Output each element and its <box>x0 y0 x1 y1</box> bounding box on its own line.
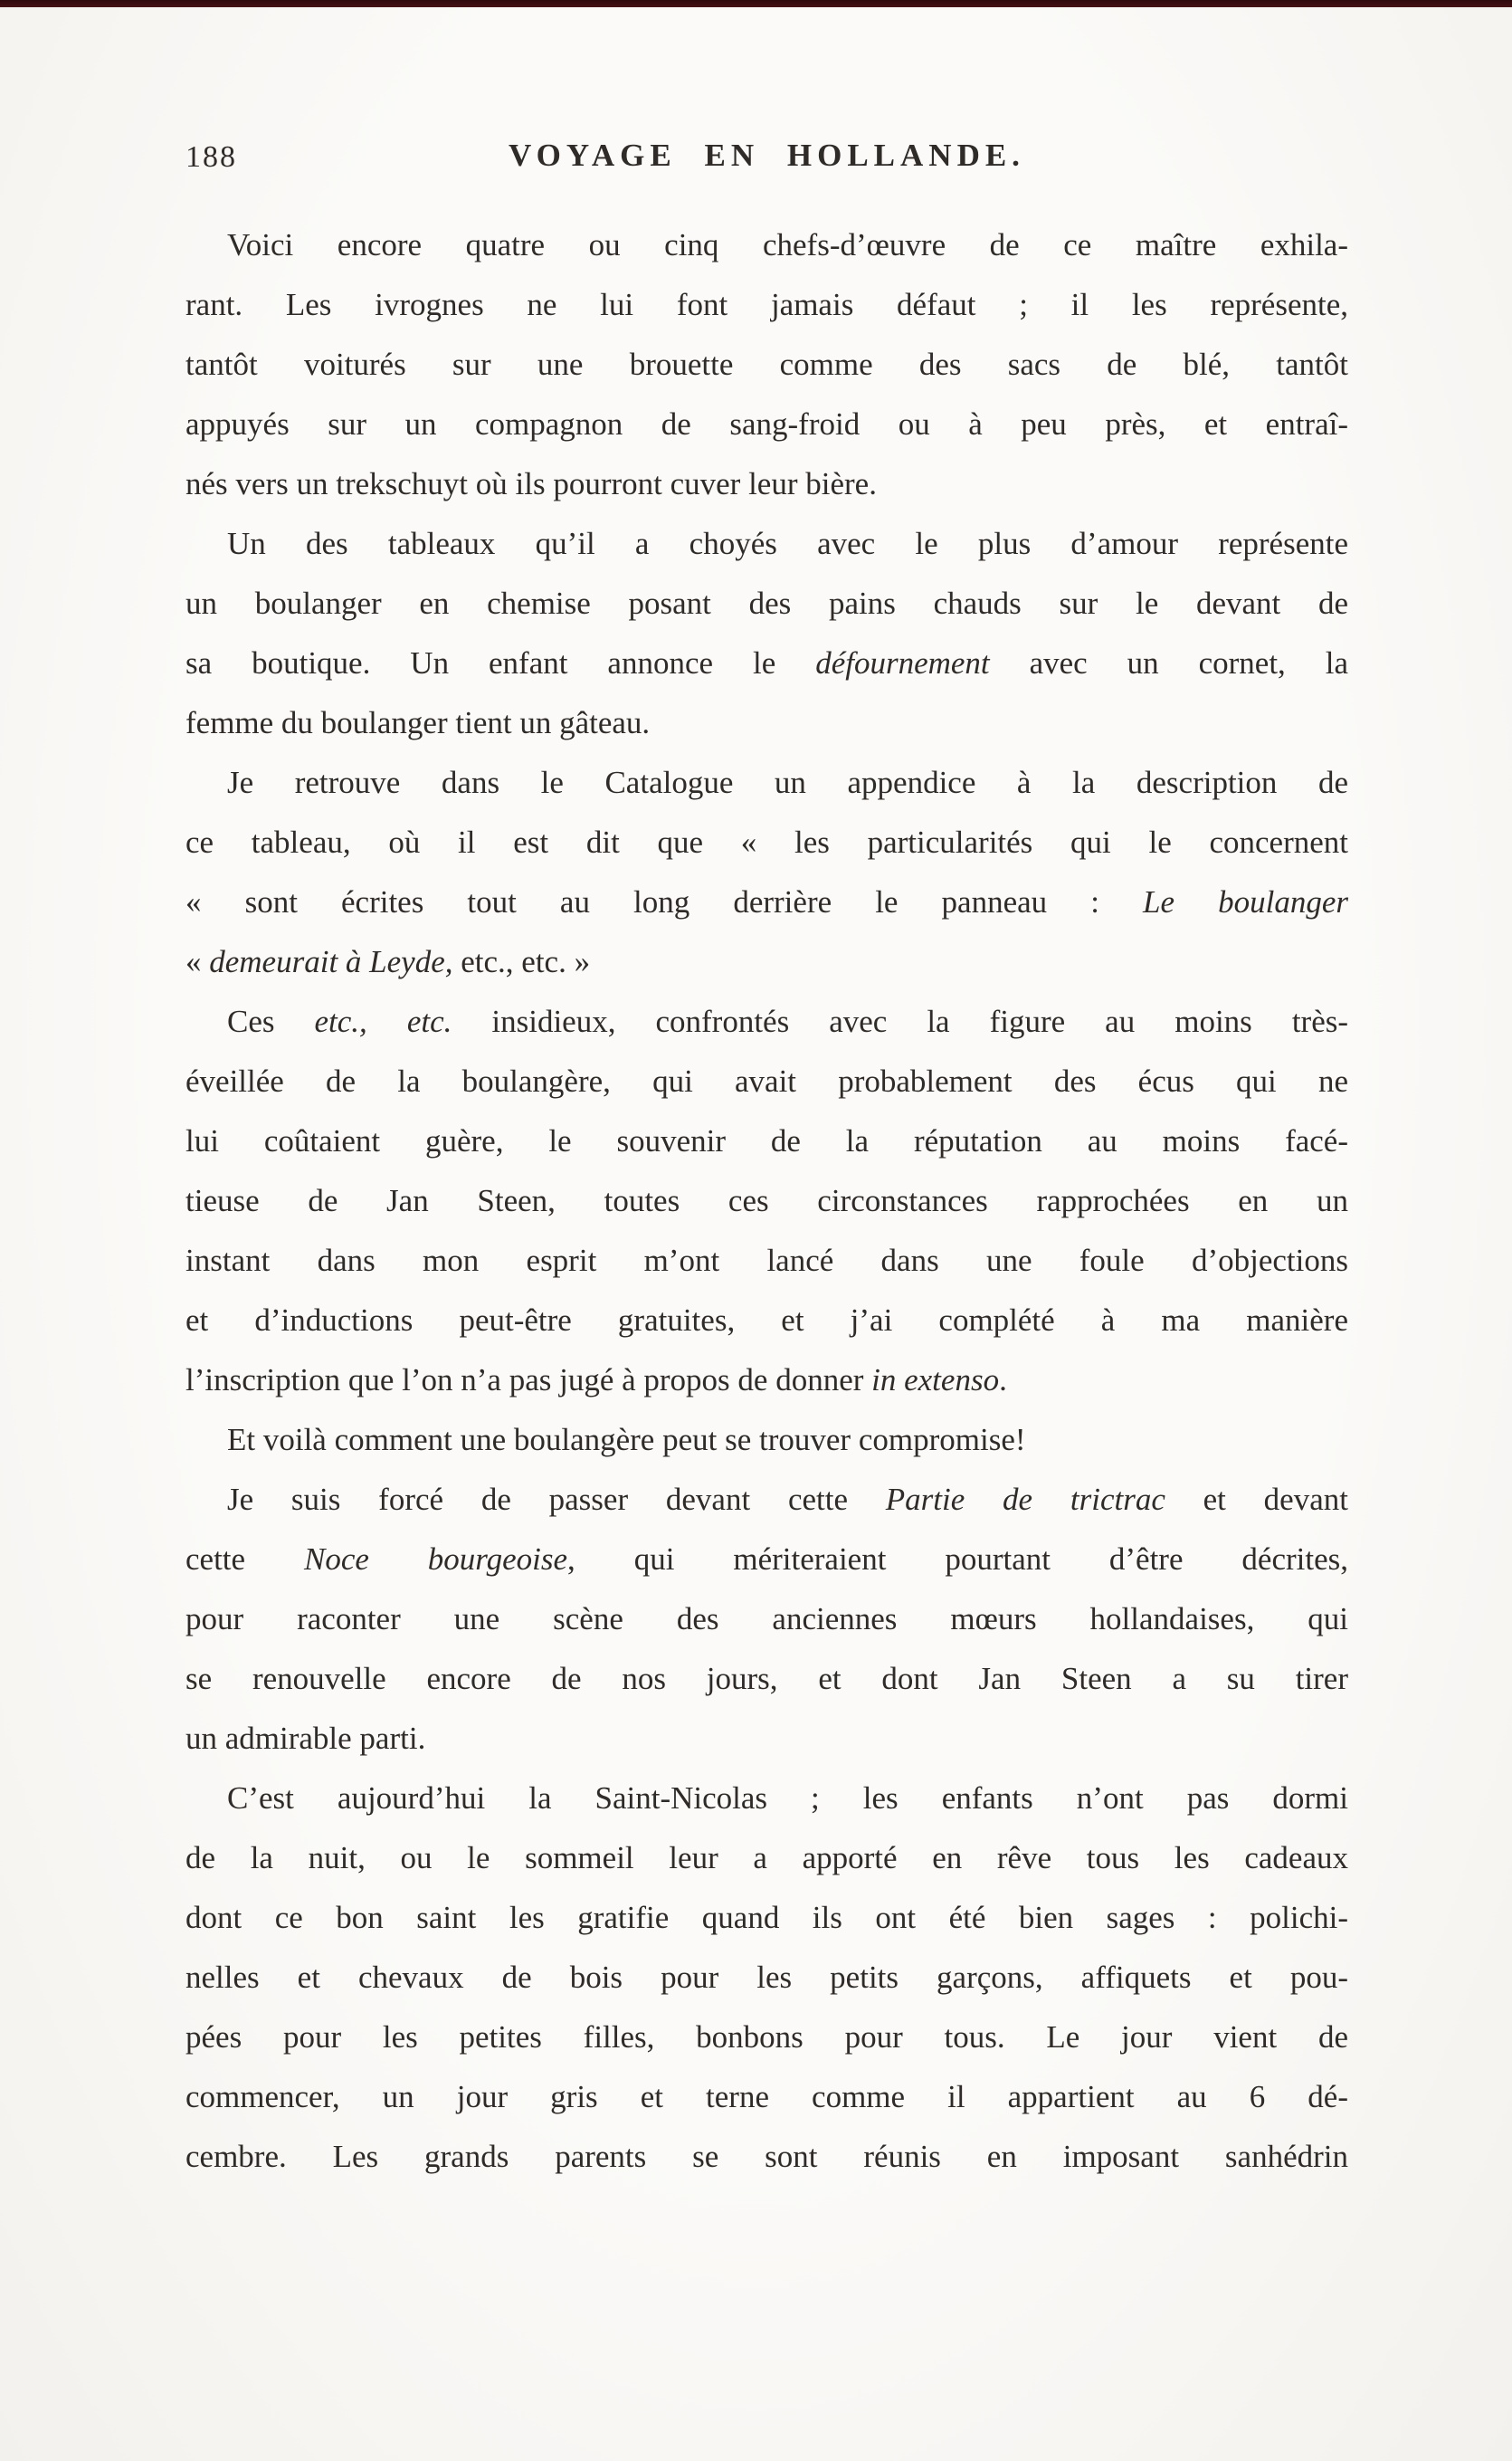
text-line <box>185 873 1348 932</box>
text-line <box>185 1948 1348 2008</box>
paragraph <box>185 1470 1348 1769</box>
text-run: pour raconter une scène des anciennes mœurs hollandaises, qui <box>185 1601 1348 1636</box>
text-line <box>185 514 1348 574</box>
text-run: . <box>999 1362 1007 1397</box>
page-header <box>185 138 1348 185</box>
text-run: dont ce bon saint les gratifie quand ils ont été bien sages : polichi- <box>185 1900 1348 1935</box>
text-run: se renouvelle encore de nos jours, et dont Jan Steen a su tirer <box>185 1661 1348 1696</box>
text-run: tieuse de Jan Steen, toutes ces circonstances rapprochées en un <box>185 1183 1348 1218</box>
text-run: ce tableau, où il est dit que « les particularités qui le concernent <box>185 825 1348 860</box>
text-line <box>185 1231 1348 1291</box>
text-run: l’inscription que l’on n’a pas jugé à propos de donner <box>185 1362 872 1397</box>
text-run: commencer, un jour gris et terne comme il appartient au 6 dé- <box>185 2079 1348 2114</box>
italic-text-run: in extenso <box>871 1362 1000 1397</box>
text-block <box>185 215 1348 2187</box>
text-run: C’est aujourd’hui la Saint-Nicolas ; les enfants n’ont pas dormi <box>227 1780 1348 1816</box>
text-run: avec un cornet, la <box>989 645 1349 681</box>
text-line <box>185 1589 1348 1649</box>
text-run: nelles et chevaux de bois pour les petits garçons, affiquets et pou- <box>185 1960 1348 1995</box>
text-line <box>185 395 1348 454</box>
text-line <box>185 753 1348 813</box>
text-line <box>185 1769 1348 1828</box>
text-run: de la nuit, ou le sommeil leur a apporté en rêve tous les cadeaux <box>185 1840 1348 1875</box>
text-run: appuyés sur un compagnon de sang-froid ou à peu près, et entraî- <box>185 406 1348 442</box>
text-line <box>185 1530 1348 1589</box>
text-run: femme du boulanger tient un gâteau. <box>185 705 651 740</box>
text-line <box>185 1649 1348 1709</box>
text-line <box>185 693 1348 753</box>
text-line <box>185 275 1348 335</box>
text-run: etc., etc. » <box>452 944 591 979</box>
paragraph <box>185 1769 1348 2187</box>
text-line <box>185 992 1348 1052</box>
text-run: éveillée de la boulangère, qui avait probablement des écus qui ne <box>185 1064 1348 1099</box>
text-line <box>185 932 1348 992</box>
text-line <box>185 1171 1348 1231</box>
scan-edge <box>0 0 1512 7</box>
text-run: un admirable parti. <box>185 1721 426 1756</box>
paragraph <box>185 992 1348 1410</box>
text-run: rant. Les ivrognes ne lui font jamais défaut ; il les représente, <box>185 287 1348 322</box>
text-run: Et voilà comment une boulangère peut se trouver compromise! <box>227 1422 1026 1457</box>
text-run: Voici encore quatre ou cinq chefs-d’œuvre de ce maître exhila- <box>227 227 1348 262</box>
text-run: Un des tableaux qu’il a choyés avec le plus d’amour représente <box>227 526 1348 561</box>
text-line <box>185 1410 1348 1470</box>
text-line <box>185 574 1348 634</box>
text-line <box>185 2127 1348 2187</box>
text-run: et d’inductions peut-être gratuites, et j’ai complété à ma manière <box>185 1302 1348 1338</box>
text-line <box>185 813 1348 873</box>
text-run: Je retrouve dans le Catalogue un appendice à la description de <box>227 765 1348 800</box>
text-line <box>185 1709 1348 1769</box>
text-run: Ces <box>227 1004 315 1039</box>
text-run: instant dans mon esprit m’ont lancé dans une foule d’objections <box>185 1243 1348 1278</box>
italic-text-run: Le boulanger <box>1143 884 1348 920</box>
italic-text-run: Partie de trictrac <box>885 1482 1165 1517</box>
text-run: pées pour les petites filles, bonbons pour tous. Le jour vient de <box>185 2019 1348 2055</box>
text-run: cembre. Les grands parents se sont réunis en imposant sanhédrin <box>185 2139 1348 2174</box>
text-line <box>185 1291 1348 1350</box>
italic-text-run: demeurait à Leyde, <box>209 944 453 979</box>
text-line <box>185 2067 1348 2127</box>
text-run: sa boutique. Un enfant annonce le <box>185 645 816 681</box>
text-run: , qui mériteraient pourtant d’être décrites, <box>567 1541 1348 1577</box>
paragraph <box>185 1410 1348 1470</box>
text-run: Je suis forcé de passer devant cette <box>227 1482 886 1517</box>
italic-text-run: Noce bourgeoise <box>303 1541 568 1577</box>
page-number: 188 <box>185 140 237 174</box>
text-run: « sont écrites tout au long derrière le panneau : <box>185 884 1144 920</box>
text-line <box>185 634 1348 693</box>
paragraph <box>185 753 1348 992</box>
text-line <box>185 1052 1348 1111</box>
text-line <box>185 454 1348 514</box>
running-title: VOYAGE EN HOLLANDE. <box>509 138 1025 173</box>
text-line <box>185 1111 1348 1171</box>
text-run: insidieux, confrontés avec la figure au moins très- <box>452 1004 1349 1039</box>
text-line <box>185 335 1348 395</box>
italic-text-run: etc., etc. <box>314 1004 452 1039</box>
text-line <box>185 2008 1348 2067</box>
text-line <box>185 1888 1348 1948</box>
text-line <box>185 1828 1348 1888</box>
text-run: lui coûtaient guère, le souvenir de la réputation au moins facé- <box>185 1123 1348 1159</box>
text-run: un boulanger en chemise posant des pains chauds sur le devant de <box>185 586 1348 621</box>
text-line <box>185 215 1348 275</box>
paragraph <box>185 215 1348 514</box>
text-line <box>185 1470 1348 1530</box>
paragraph <box>185 514 1348 753</box>
text-run: cette <box>185 1541 304 1577</box>
italic-text-run: défournement <box>815 645 990 681</box>
text-run: « <box>185 944 210 979</box>
text-run: et devant <box>1165 1482 1348 1517</box>
text-line <box>185 1350 1348 1410</box>
text-run: tantôt voiturés sur une brouette comme des sacs de blé, tantôt <box>185 347 1348 382</box>
text-run: nés vers un trekschuyt où ils pourront cuver leur bière. <box>185 466 877 501</box>
